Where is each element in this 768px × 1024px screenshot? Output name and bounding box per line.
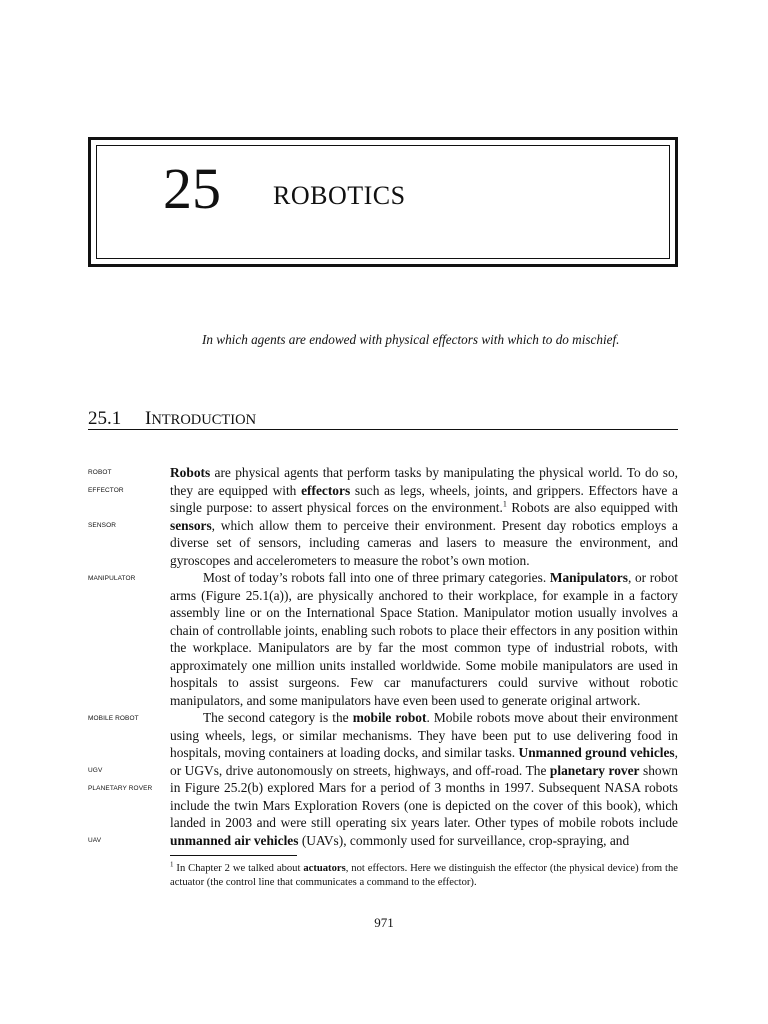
margin-note-planetary-rover: PLANETARY ROVER [88,785,153,792]
margin-note-effector: EFFECTOR [88,487,124,494]
bold-term: Unmanned ground vehicles [518,745,675,760]
paragraph [170,569,678,709]
text-run: such as legs, wheels, joints, and grippers. Effectors have a single purpose: to assert physical forces on the environment. [170,482,678,515]
text-run: , or UGVs, drive autonomously on streets, highways, and off-road. The [170,745,678,778]
footnote-rule [170,855,297,856]
footnote-marker: 1 [170,860,174,869]
bold-term: Manipulators [549,570,628,585]
footnote-reference: 1 [502,499,507,509]
bold-term: mobile robot [352,710,427,725]
margin-note-robot: ROBOT [88,469,112,476]
bold-term: Robots [170,465,211,480]
chapter-epigraph: In which agents are endowed with physical effectors with which to do mischief. [202,332,620,347]
section-title-rest: NTRODUCTION [151,412,257,428]
text-run: Robots are also equipped with [506,500,678,515]
text-run: Most of today’s robots fall into one of three primary categories. [203,570,550,585]
section-title-initial: I [145,408,152,429]
chapter-title: ROBOTICS [273,181,406,210]
bold-term: sensors [170,517,212,533]
text-run: The second category is the [203,710,353,725]
bold-term: planetary rover [549,762,640,778]
text-run: (UAVs), commonly used for surveillance, crop-spraying, and [298,832,630,848]
page-number: 971 [374,915,394,930]
bold-term: effectors [301,482,351,498]
bold-term: actuators [303,863,346,874]
margin-note-ugv: UGV [88,767,103,774]
margin-note-manipulator: MANIPULATOR [88,575,136,582]
text-run: shown in Figure 25.2(b) explored Mars for a period of 3 months in 1997. Subsequent NASA robots include the twin Mars Exploration Rovers (one is depicted on the cover of this book), which landed in 2003 and were still operating six years later. Other types of mobile robots include [170,762,678,830]
margin-note-sensor: SENSOR [88,522,117,529]
margin-note-mobile-robot: MOBILE ROBOT [88,715,139,722]
text-run: are physical agents that perform tasks by manipulating the physical world. To do so, they are equipped with [170,465,678,498]
section-title [145,409,256,428]
section-number: 25.1 [88,408,122,429]
text-run: In Chapter 2 we talked about [173,863,304,874]
text-run: , which allow them to perceive their environment. Present day robotics employs a diverse set of sensors, including cameras and lasers to measure the environment, and gyroscopes and accelerometers to measure the robot’s own motion. [170,517,678,568]
paragraph [170,464,678,569]
section-heading [88,409,678,430]
bold-term: unmanned air vehicles [170,832,299,848]
body-text [170,464,678,849]
paragraph [170,709,678,849]
text-run: , not effectors. Here we distinguish the effector (the physical device) from the actuator (the control line that communicates a command to the effector). [170,863,678,888]
footnote-text [170,863,678,888]
footnote [170,862,678,890]
text-run: . Mobile robots move about their environment using wheels, legs, or similar mechanisms. They have been put to use delivering food in hospitals, moving containers at loading docks, and similar tasks. [170,710,679,760]
margin-note-uav: UAV [88,837,102,844]
text-run: , or robot arms (Figure 25.1(a)), are physically anchored to their workplace, for example in a factory assembly line or on the International Space Station. Manipulator motion usually involves a chain of controllable joints, enabling such robots to place their effectors in any position within the workplace. Manipulators are by far the most common type of industrial robots, with approximately one million units installed worldwide. Some mobile manipulators are used in hospitals to assist surgeons. Few car manufacturers could survive without robotic manipulators, and some manipulators have even been used to generate original artwork. [170,570,679,708]
chapter-number: 25 [163,156,221,221]
